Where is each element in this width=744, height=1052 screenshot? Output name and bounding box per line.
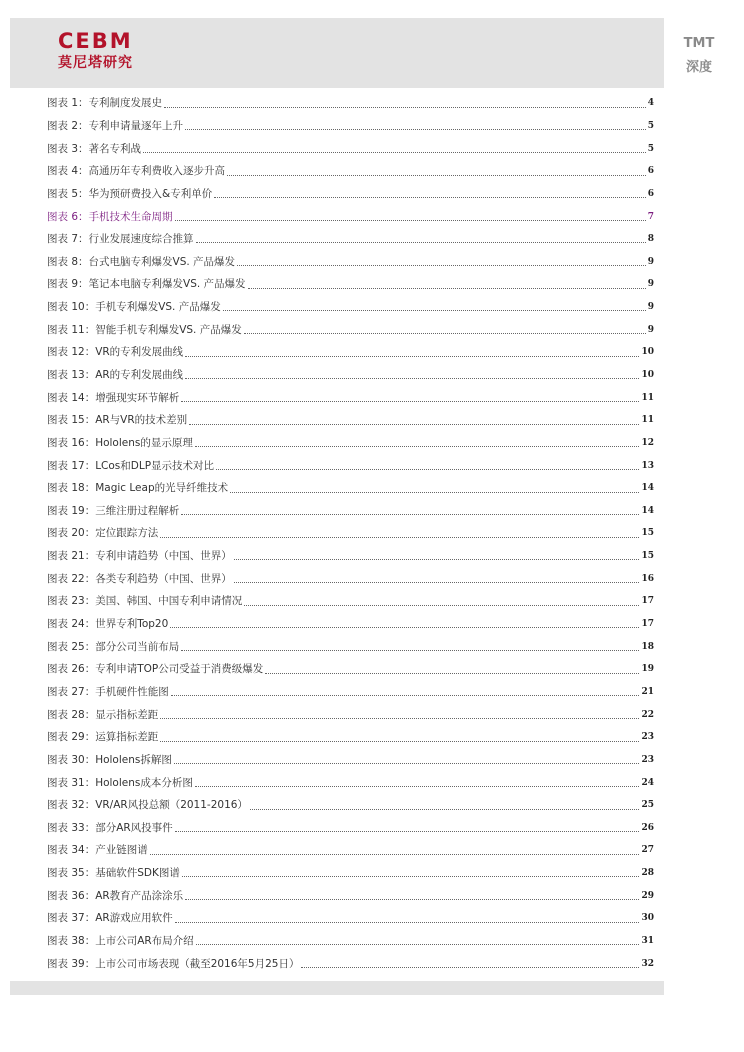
dot-leader xyxy=(170,626,639,628)
toc-entry-label[interactable]: 图表 13：AR的专利发展曲线 xyxy=(47,369,184,381)
dot-leader xyxy=(160,740,639,742)
dot-leader xyxy=(244,604,639,606)
toc-entry-label[interactable]: 图表 10：手机专利爆发VS. 产品爆发 xyxy=(47,301,221,314)
logo-chinese-name: 莫尼塔研究 xyxy=(58,55,133,71)
toc-entry-label[interactable]: 图表 12：VR的专利发展曲线 xyxy=(47,346,184,359)
toc-entry-page: 19 xyxy=(641,664,654,675)
toc-entry[interactable] xyxy=(47,477,654,500)
dot-leader xyxy=(185,377,639,379)
toc-entry[interactable] xyxy=(47,862,654,885)
toc-entry-page: 30 xyxy=(641,913,654,924)
toc-entry-page: 10 xyxy=(641,347,654,358)
toc-entry-page: 8 xyxy=(647,234,654,245)
toc-entry-label[interactable]: 图表 15：AR与VR的技术差别 xyxy=(47,414,188,427)
dot-leader xyxy=(195,785,640,787)
section-tag-sector: TMT xyxy=(683,36,715,51)
toc-entry[interactable] xyxy=(47,409,654,432)
toc-entry[interactable] xyxy=(47,318,654,341)
toc-entry-page: 15 xyxy=(641,528,654,539)
toc-entry[interactable] xyxy=(47,771,654,794)
dot-leader xyxy=(196,241,646,243)
dot-leader xyxy=(175,830,640,832)
toc-entry-label[interactable]: 图表 19：三维注册过程解析 xyxy=(47,504,180,517)
dot-leader xyxy=(160,717,639,719)
toc-entry-label[interactable]: 图表 23：美国、韩国、中国专利申请情况 xyxy=(47,595,243,608)
dot-leader xyxy=(230,491,639,493)
toc-entry-label[interactable]: 图表 32：VR/AR风投总额（2011-2016） xyxy=(47,799,248,812)
toc-entry[interactable] xyxy=(47,137,654,160)
toc-entry[interactable] xyxy=(47,160,654,183)
footer-band xyxy=(10,981,664,995)
toc-entry-page: 28 xyxy=(641,868,654,879)
toc-entry[interactable] xyxy=(47,92,654,115)
dot-leader xyxy=(174,762,640,764)
toc-entry[interactable] xyxy=(47,500,654,523)
dot-leader xyxy=(175,921,640,923)
toc-entry[interactable] xyxy=(47,817,654,840)
toc-entry-page: 15 xyxy=(641,551,654,562)
toc-entry-page: 5 xyxy=(647,143,654,154)
toc-entry[interactable] xyxy=(47,930,654,953)
toc-entry[interactable] xyxy=(47,183,654,206)
toc-entry-page: 17 xyxy=(641,619,654,630)
toc-entry[interactable] xyxy=(47,341,654,364)
dot-leader xyxy=(195,445,640,447)
section-tag xyxy=(676,32,722,80)
toc-entry-page: 24 xyxy=(641,777,654,788)
toc-entry[interactable] xyxy=(47,884,654,907)
toc-entry-page: 9 xyxy=(647,324,654,335)
toc-entry-page: 22 xyxy=(641,709,654,720)
toc-entry[interactable] xyxy=(47,273,654,296)
toc-entry[interactable] xyxy=(47,250,654,273)
dot-leader xyxy=(223,309,646,311)
toc-entry[interactable] xyxy=(47,205,654,228)
toc-entry-page: 6 xyxy=(647,188,654,199)
toc-entry[interactable] xyxy=(47,386,654,409)
toc-entry[interactable] xyxy=(47,839,654,862)
toc-entry-label[interactable]: 图表 39：上市公司市场表现（截至2016年5月25日） xyxy=(47,957,300,970)
toc-entry-page: 6 xyxy=(647,166,654,177)
dot-leader xyxy=(181,649,639,651)
toc-entry[interactable] xyxy=(47,681,654,704)
toc-entry-page: 10 xyxy=(641,370,654,380)
toc-entry-label[interactable]: 图表 34：产业链图谱 xyxy=(47,844,148,857)
toc-entry-page: 12 xyxy=(641,437,654,448)
toc-entry-label[interactable]: 图表 27：手机硬件性能图 xyxy=(47,685,169,698)
dot-leader xyxy=(244,332,646,334)
dot-leader xyxy=(216,468,639,470)
toc-entry-label[interactable]: 图表 31：Hololens成本分析图 xyxy=(47,776,193,789)
dot-leader xyxy=(265,672,639,674)
toc-entry-label[interactable]: 图表 18：Magic Leap的光导纤维技术 xyxy=(47,482,229,495)
toc-entry-label[interactable]: 图表 5：华为预研费投入&专利单价 xyxy=(47,187,213,200)
toc-entry[interactable] xyxy=(47,749,654,772)
toc-entry-page: 9 xyxy=(647,256,654,267)
toc-entry-page: 17 xyxy=(641,596,654,607)
toc-entry-page: 27 xyxy=(641,845,654,856)
toc-entry-label[interactable]: 图表 25：部分公司当前布局 xyxy=(47,640,180,653)
toc-entry-page: 11 xyxy=(641,392,654,403)
dot-leader xyxy=(196,943,640,945)
dot-leader xyxy=(214,196,646,198)
dot-leader xyxy=(248,287,646,289)
toc-entry-label[interactable]: 图表 33：部分AR风投事件 xyxy=(47,821,173,834)
toc-entry-page: 13 xyxy=(641,460,654,471)
toc-entry-label[interactable]: 图表 21：专利申请趋势（中国、世界） xyxy=(47,550,232,563)
toc-entry[interactable] xyxy=(47,794,654,817)
toc-entry[interactable] xyxy=(47,613,654,636)
toc-entry-page: 29 xyxy=(641,890,654,901)
dot-leader xyxy=(250,808,640,810)
toc-entry-label[interactable]: 图表 30：Hololens拆解图 xyxy=(47,753,172,766)
toc-entry-page: 14 xyxy=(641,483,654,494)
dot-leader xyxy=(181,400,639,402)
toc-entry-label[interactable]: 图表 29：运算指标差距 xyxy=(47,731,159,744)
toc-entry-label[interactable]: 图表 24：世界专利Top20 xyxy=(47,618,169,631)
dot-leader xyxy=(175,219,646,221)
dot-leader xyxy=(185,128,646,130)
toc-entry-label[interactable]: 图表 11：智能手机专利爆发VS. 产品爆发 xyxy=(47,323,242,336)
dot-leader xyxy=(301,966,639,968)
toc-entry-page: 32 xyxy=(641,958,654,969)
toc-entry-label[interactable]: 图表 4：高通历年专利费收入逐步升高 xyxy=(47,165,226,178)
toc-entry-page: 18 xyxy=(641,641,654,652)
dot-leader xyxy=(160,536,639,538)
toc-entry-label[interactable]: 图表 17：LCos和DLP显示技术对比 xyxy=(47,459,215,472)
dot-leader xyxy=(164,106,646,108)
toc-entry-page: 16 xyxy=(641,573,654,584)
toc-entry-label[interactable]: 图表 36：AR教育产品涂涂乐 xyxy=(47,889,184,902)
dot-leader xyxy=(189,423,639,425)
toc-entry-page: 23 xyxy=(641,754,654,765)
toc-entry[interactable] xyxy=(47,703,654,726)
toc-entry-label[interactable]: 图表 7：行业发展速度综合推算 xyxy=(47,233,194,246)
toc-entry[interactable] xyxy=(47,115,654,138)
toc-entry[interactable] xyxy=(47,228,654,251)
toc-entry-label[interactable]: 图表 35：基础软件SDK图谱 xyxy=(47,867,180,880)
toc-entry[interactable] xyxy=(47,522,654,545)
toc-entry-page: 21 xyxy=(641,686,654,697)
dot-leader xyxy=(171,694,640,696)
toc-entry-label[interactable]: 图表 16：Hololens的显示原理 xyxy=(47,436,193,449)
toc-entry-page: 26 xyxy=(641,822,654,833)
toc-entry-label[interactable]: 图表 3：著名专利战 xyxy=(47,142,142,155)
toc-entry-page: 9 xyxy=(647,279,654,290)
toc-entry-page: 23 xyxy=(641,732,654,743)
toc-entry[interactable] xyxy=(47,364,654,387)
toc-entry-label[interactable]: 图表 1：专利制度发展史 xyxy=(47,97,163,110)
toc-entry-label[interactable]: 图表 37：AR游戏应用软件 xyxy=(47,912,173,925)
toc-entry-page: 7 xyxy=(647,211,654,222)
toc-entry-page: 5 xyxy=(647,120,654,131)
toc-entry-page: 31 xyxy=(641,936,654,947)
table-of-figures xyxy=(47,92,654,975)
dot-leader xyxy=(150,853,640,855)
toc-entry-label[interactable]: 图表 38：上市公司AR布局介绍 xyxy=(47,935,194,948)
toc-entry-label[interactable]: 图表 28：显示指标差距 xyxy=(47,708,159,721)
dot-leader xyxy=(185,898,639,900)
dot-leader xyxy=(237,264,646,266)
toc-entry-label[interactable]: 图表 14：增强现实环节解析 xyxy=(47,391,180,404)
toc-entry[interactable] xyxy=(47,635,654,658)
cebm-logo xyxy=(58,30,158,74)
toc-entry-label[interactable]: 图表 9：笔记本电脑专利爆发VS. 产品爆发 xyxy=(47,278,246,291)
toc-entry-label[interactable]: 图表 2：专利申请量逐年上升 xyxy=(47,119,184,132)
toc-entry[interactable] xyxy=(47,952,654,975)
toc-entry-label[interactable]: 图表 8：台式电脑专利爆发VS. 产品爆发 xyxy=(47,255,236,268)
dot-leader xyxy=(143,151,646,153)
toc-entry-label[interactable]: 图表 6：手机技术生命周期 xyxy=(47,210,173,223)
dot-leader xyxy=(182,875,640,877)
toc-entry-label[interactable]: 图表 26：专利申请TOP公司受益于消费级爆发 xyxy=(47,663,264,676)
toc-entry-label[interactable]: 图表 20：定位跟踪方法 xyxy=(47,527,159,540)
toc-entry-page: 14 xyxy=(641,505,654,516)
toc-entry-page: 4 xyxy=(647,98,654,109)
toc-entry[interactable] xyxy=(47,432,654,455)
toc-entry[interactable] xyxy=(47,590,654,613)
toc-entry[interactable] xyxy=(47,296,654,319)
toc-entry-page: 25 xyxy=(641,800,654,811)
dot-leader xyxy=(185,355,639,357)
toc-entry[interactable] xyxy=(47,907,654,930)
toc-entry-page: 11 xyxy=(641,415,654,426)
toc-entry-page: 9 xyxy=(647,302,654,313)
dot-leader xyxy=(181,513,639,515)
toc-entry[interactable] xyxy=(47,567,654,590)
toc-entry[interactable] xyxy=(47,454,654,477)
toc-entry[interactable] xyxy=(47,545,654,568)
toc-entry-label[interactable]: 图表 22：各类专利趋势（中国、世界） xyxy=(47,572,232,585)
dot-leader xyxy=(227,174,646,176)
dot-leader xyxy=(234,558,640,560)
dot-leader xyxy=(234,581,640,583)
toc-entry[interactable] xyxy=(47,658,654,681)
logo-wordmark: CEBM xyxy=(58,29,133,53)
toc-entry[interactable] xyxy=(47,726,654,749)
section-tag-type: 深度 xyxy=(685,60,712,75)
